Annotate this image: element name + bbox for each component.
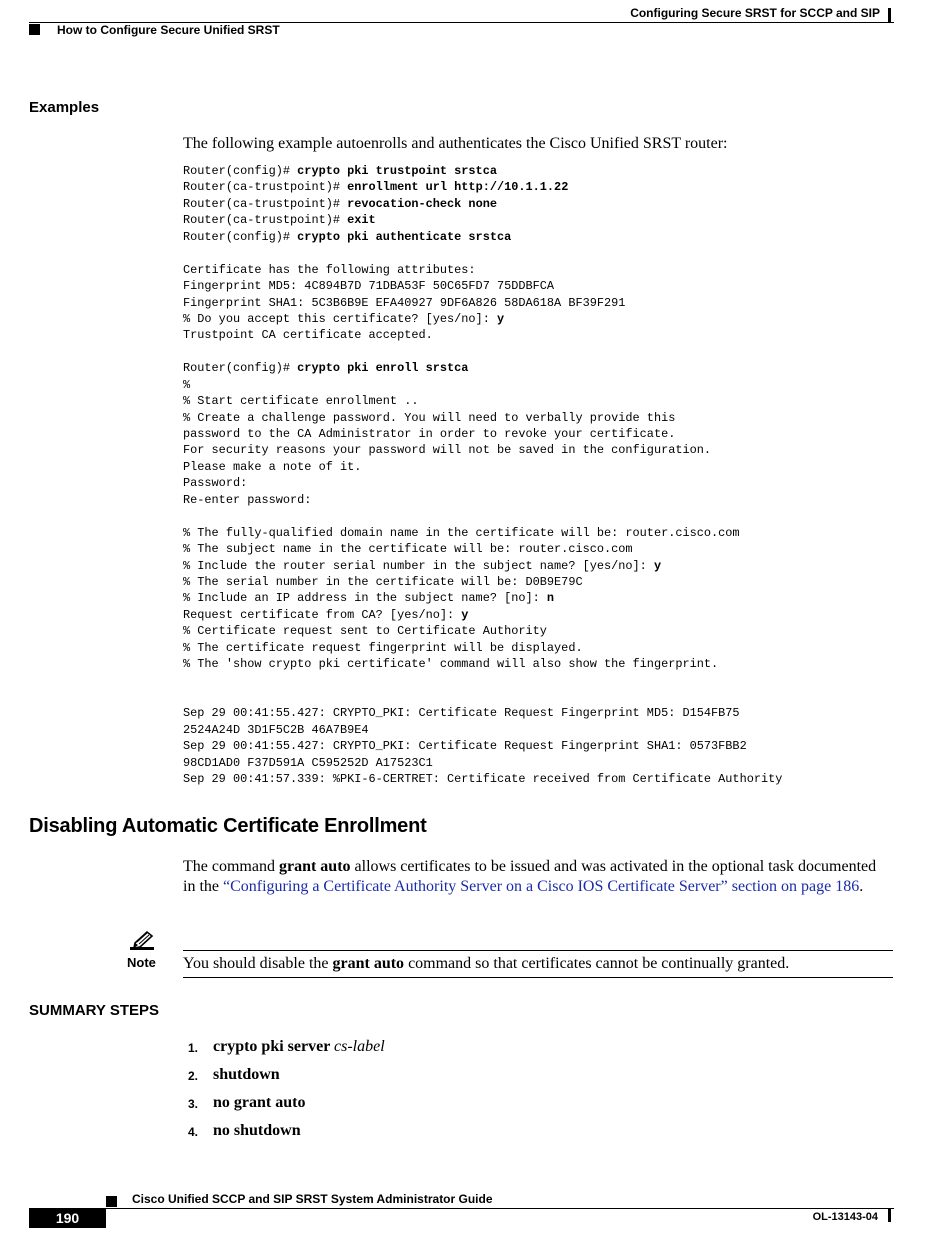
note-rule-bottom — [183, 977, 893, 978]
code-text: % The subject name in the certificate will be: router.cisco.com — [183, 542, 633, 557]
section-heading: Disabling Automatic Certificate Enrollment — [29, 815, 427, 837]
code-line — [183, 640, 782, 656]
document-number: OL-13143-04 — [812, 1211, 878, 1223]
grant-auto-keyword: grant auto — [278, 858, 351, 875]
code-line — [183, 212, 782, 228]
code-line — [183, 558, 782, 574]
footer-rule — [106, 1208, 894, 1209]
code-text: Fingerprint MD5: 4C894B7D 71DBA53F 50C65FD7 75DDBFCA — [183, 279, 555, 294]
code-line — [183, 229, 782, 245]
step-command: no grant auto — [213, 1094, 306, 1111]
code-text: Please make a note of it. — [183, 459, 362, 474]
code-text: Router(ca-trustpoint)# — [183, 180, 348, 195]
code-line — [183, 442, 782, 458]
code-line — [183, 179, 782, 195]
code-text: Sep 29 00:41:55.427: CRYPTO_PKI: Certificate Request Fingerprint SHA1: 0573FBB2 — [183, 739, 747, 754]
code-line — [183, 525, 782, 541]
code-line — [183, 459, 782, 475]
section-title: How to Configure Secure Unified SRST — [57, 23, 280, 37]
code-line — [183, 508, 782, 524]
code-line — [183, 295, 782, 311]
code-line — [183, 738, 782, 754]
code-text: % The certificate request fingerprint will be displayed. — [183, 640, 583, 655]
code-text: Router(config)# — [183, 361, 298, 376]
code-command: y — [653, 558, 662, 573]
examples-intro: The following example autoenrolls and authenticates the Cisco Unified SRST router: — [183, 135, 728, 152]
code-line — [183, 344, 782, 360]
note-text — [183, 954, 789, 974]
code-line — [183, 377, 782, 393]
code-line — [183, 705, 782, 721]
code-line — [183, 656, 782, 672]
code-text: Re-enter password: — [183, 492, 312, 507]
code-line — [183, 327, 782, 343]
code-text: % — [183, 377, 191, 392]
code-text: % Do you accept this certificate? [yes/no]: — [183, 311, 497, 326]
guide-title: Cisco Unified SCCP and SIP SRST System Administrator Guide — [132, 1192, 493, 1206]
code-command: enrollment url http://10.1.1.22 — [347, 180, 569, 195]
code-line — [183, 771, 782, 787]
code-line — [183, 722, 782, 738]
code-line — [183, 492, 782, 508]
code-text: % Create a challenge password. You will need to verbally provide this — [183, 410, 676, 425]
code-line — [183, 163, 782, 179]
header-square-marker — [29, 24, 40, 35]
step-argument: cs-label — [334, 1038, 385, 1055]
note-rule-top — [183, 950, 893, 951]
code-line — [183, 245, 782, 261]
code-text: Request certificate from CA? [yes/no]: — [183, 607, 462, 622]
code-line — [183, 393, 782, 409]
code-text: Router(ca-trustpoint)# — [183, 196, 348, 211]
code-text: 2524A24D 3D1F5C2B 46A7B9E4 — [183, 722, 369, 737]
code-text: % Start certificate enrollment .. — [183, 394, 419, 409]
grant-auto-keyword: grant auto — [332, 955, 405, 972]
code-text: Sep 29 00:41:55.427: CRYPTO_PKI: Certificate Request Fingerprint MD5: D154FB75 — [183, 706, 740, 721]
code-text: 98CD1AD0 F37D591A C595252D A17523C1 — [183, 755, 433, 770]
note-text-part: command so that certificates cannot be continually granted. — [404, 955, 790, 972]
cross-reference-link[interactable]: “Configuring a Certificate Authority Server on a Cisco IOS Certificate Server” section on page 186 — [223, 878, 860, 895]
code-text: % The 'show crypto pki certificate' command will also show the fingerprint. — [183, 657, 719, 672]
code-text: Router(config)# — [183, 164, 298, 178]
code-line — [183, 607, 782, 623]
code-command: revocation-check none — [347, 196, 497, 211]
step-command: no shutdown — [213, 1122, 301, 1139]
footer-bar — [888, 1209, 891, 1222]
code-line — [183, 196, 782, 212]
code-line — [183, 623, 782, 639]
code-command: y — [496, 311, 505, 326]
code-line — [183, 673, 782, 689]
paragraph-text: allows certificates to be issued and was activated in the optional task documented in the — [183, 858, 877, 895]
pencil-note-icon — [127, 928, 157, 952]
code-line — [183, 755, 782, 771]
paragraph-text: The command — [183, 858, 279, 875]
footer-square-marker — [106, 1196, 117, 1207]
code-line — [183, 590, 782, 606]
page-number: 190 — [29, 1208, 106, 1228]
section-paragraph — [183, 857, 883, 897]
examples-heading: Examples — [29, 99, 100, 116]
code-text: For security reasons your password will not be saved in the configuration. — [183, 443, 712, 458]
code-text: % The fully-qualified domain name in the certificate will be: router.cisco.com — [183, 525, 740, 540]
code-text: Trustpoint CA certificate accepted. — [183, 328, 433, 343]
code-text: % The serial number in the certificate will be: D0B9E79C — [183, 574, 583, 589]
summary-steps-heading: SUMMARY STEPS — [29, 1002, 160, 1019]
paragraph-period: . — [859, 878, 864, 895]
chapter-title: Configuring Secure SRST for SCCP and SIP — [630, 6, 880, 20]
code-command: crypto pki authenticate srstca — [297, 229, 512, 244]
code-line — [183, 278, 782, 294]
step-number: 3. — [188, 1097, 199, 1111]
step-number: 2. — [188, 1069, 199, 1083]
code-command: n — [546, 591, 555, 606]
step-command: crypto pki server — [213, 1038, 335, 1055]
code-command: exit — [347, 213, 376, 228]
code-example — [183, 163, 782, 788]
code-text: Router(config)# — [183, 229, 298, 244]
code-text: Fingerprint SHA1: 5C3B6B9E EFA40927 9DF6A826 58DA618A BF39F291 — [183, 295, 626, 310]
code-text: % Include an IP address in the subject name? [no]: — [183, 591, 547, 606]
code-command: y — [461, 607, 469, 622]
code-text: Router(ca-trustpoint)# — [183, 213, 348, 228]
code-line — [183, 541, 782, 557]
code-line — [183, 360, 782, 376]
step-number: 1. — [188, 1041, 199, 1055]
code-line — [183, 262, 782, 278]
code-line — [183, 426, 782, 442]
note-text-part: You should disable the — [183, 955, 333, 972]
code-text: Password: — [183, 476, 248, 491]
code-text: password to the CA Administrator in order to revoke your certificate. — [183, 427, 676, 441]
code-text: Sep 29 00:41:57.339: %PKI-6-CERTRET: Certificate received from Certificate Authority — [183, 772, 783, 787]
header-bar — [888, 8, 891, 22]
code-line — [183, 311, 782, 327]
code-text: % Certificate request sent to Certificate Authority — [183, 624, 547, 639]
code-line — [183, 574, 782, 590]
step-command: shutdown — [213, 1066, 280, 1083]
note-label: Note — [127, 955, 156, 970]
code-line — [183, 410, 782, 426]
code-text: % Include the router serial number in the subject name? [yes/no]: — [183, 558, 654, 573]
code-line — [183, 689, 782, 705]
code-command: crypto pki enroll srstca — [297, 361, 469, 376]
code-line — [183, 475, 782, 491]
step-number: 4. — [188, 1125, 199, 1139]
code-command: crypto pki trustpoint srstca — [297, 164, 497, 178]
code-text: Certificate has the following attributes: — [183, 262, 476, 277]
